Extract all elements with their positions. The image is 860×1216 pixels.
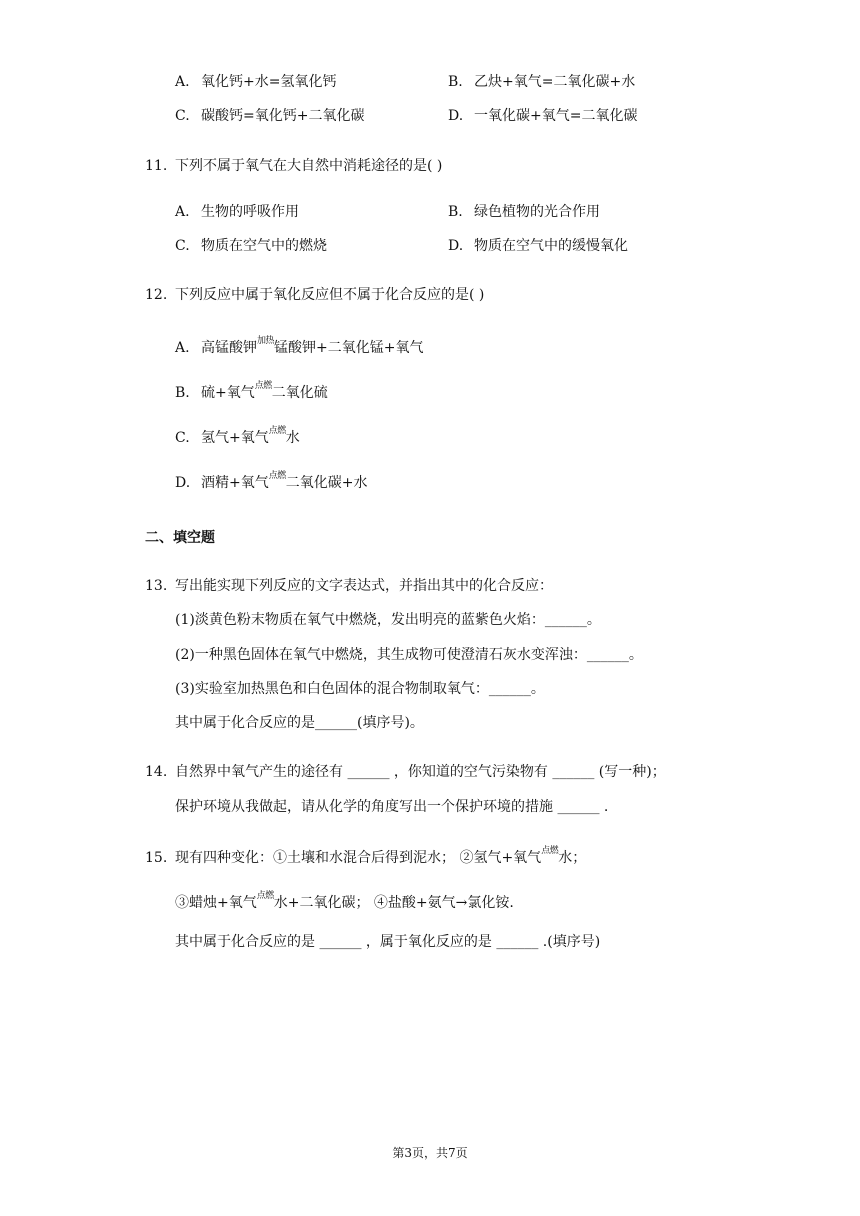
q12-option-c	[175, 428, 300, 450]
option-label: C.	[175, 238, 190, 254]
question-text: 现有四种变化：①土壤和水混合后得到泥水； ②氢气+氧气	[175, 850, 542, 866]
q14-line-1	[145, 762, 666, 782]
q13-stem	[145, 576, 553, 596]
q10-option-c	[175, 106, 364, 126]
option-label: D.	[448, 108, 464, 124]
option-label: C.	[175, 108, 190, 124]
q13-sub-3: (3)实验室加热黑色和白色固体的混合物制取氧气：______。	[175, 681, 545, 697]
question-text: ③蜡烛+氧气	[175, 895, 257, 911]
option-text: 乙炔+氧气=二氧化碳+水	[474, 74, 636, 90]
option-label: B.	[448, 204, 463, 220]
q14-line-2: 保护环境从我做起，请从化学的角度写出一个保护环境的措施 ______ .	[175, 799, 609, 815]
equation-products: 二氧化硫	[271, 385, 328, 401]
option-text: 绿色植物的光合作用	[474, 204, 600, 220]
question-number: 12.	[145, 287, 168, 303]
question-text-cont: 水+二氧化碳； ④盐酸+氨气→氯化铵.	[273, 895, 514, 911]
question-text-cont: 水；	[558, 850, 587, 866]
option-text: 一氧化碳+氧气=二氧化碳	[474, 108, 638, 124]
option-text: 物质在空气中的缓慢氧化	[474, 238, 628, 254]
option-label: A.	[175, 74, 190, 90]
q10-option-d	[448, 106, 637, 126]
q11-option-d	[448, 236, 628, 256]
question-text: 自然界中氧气产生的途径有 ______ ，你知道的空气污染物有 ______ (写一种)；	[175, 764, 666, 780]
q13-sub-2: (2)一种黑色固体在氧气中燃烧，其生成物可使澄清石灰水变浑浊：______。	[175, 647, 643, 663]
q11-stem	[145, 156, 442, 176]
q13-sub-1: (1)淡黄色粉末物质在氧气中燃烧，发出明亮的蓝紫色火焰：______。	[175, 612, 601, 628]
option-text: 氧化钙+水=氢氧化钙	[201, 74, 337, 90]
q11-option-a	[175, 202, 299, 222]
reaction-condition: 加热	[257, 336, 275, 346]
reaction-condition: 点燃	[268, 426, 286, 436]
q11-option-b	[448, 202, 600, 222]
option-label: A.	[175, 204, 190, 220]
question-text: 写出能实现下列反应的文字表达式，并指出其中的化合反应：	[175, 578, 553, 594]
option-label: B.	[175, 385, 190, 401]
page-footer: 第3页，共7页	[392, 1146, 468, 1160]
reaction-condition: 点燃	[541, 846, 559, 856]
question-number: 14.	[145, 764, 168, 780]
q12-option-d	[175, 473, 367, 495]
option-label: A.	[175, 340, 190, 356]
q12-stem	[145, 285, 484, 305]
option-label: D.	[175, 475, 191, 491]
q11-option-c	[175, 236, 327, 256]
option-text: 生物的呼吸作用	[201, 204, 299, 220]
section-heading: 二、填空题	[145, 530, 215, 546]
reaction-condition: 点燃	[256, 891, 274, 901]
equation-reactants: 硫+氧气	[201, 385, 255, 401]
equation-reactants: 高锰酸钾	[201, 340, 257, 356]
question-text: 下列不属于氧气在大自然中消耗途径的是( )	[175, 158, 443, 174]
question-number: 11.	[145, 158, 168, 174]
option-label: C.	[175, 430, 190, 446]
question-number: 15.	[145, 850, 168, 866]
q15-line-2	[175, 893, 514, 915]
equation-reactants: 氢气+氧气	[201, 430, 269, 446]
q12-option-a	[175, 338, 423, 360]
option-label: B.	[448, 74, 463, 90]
equation-reactants: 酒精+氧气	[201, 475, 269, 491]
reaction-condition: 点燃	[254, 381, 272, 391]
question-number: 13.	[145, 578, 168, 594]
q12-option-b	[175, 383, 328, 405]
option-label: D.	[448, 238, 464, 254]
q13-answer-line: 其中属于化合反应的是______(填序号)。	[175, 715, 424, 731]
q15-line-3: 其中属于化合反应的是 ______ ，属于氧化反应的是 ______ .(填序号)	[175, 934, 601, 950]
q10-option-a	[175, 72, 336, 92]
q15-line-1	[145, 848, 586, 870]
option-text: 碳酸钙=氧化钙+二氧化碳	[201, 108, 365, 124]
reaction-condition: 点燃	[268, 471, 286, 481]
question-text: 下列反应中属于氧化反应但不属于化合反应的是( )	[175, 287, 485, 303]
q10-option-b	[448, 72, 635, 92]
equation-products: 水	[285, 430, 300, 446]
option-text: 物质在空气中的燃烧	[201, 238, 327, 254]
equation-products: 二氧化碳+水	[285, 475, 368, 491]
equation-products: 锰酸钾+二氧化锰+氧气	[274, 340, 424, 356]
